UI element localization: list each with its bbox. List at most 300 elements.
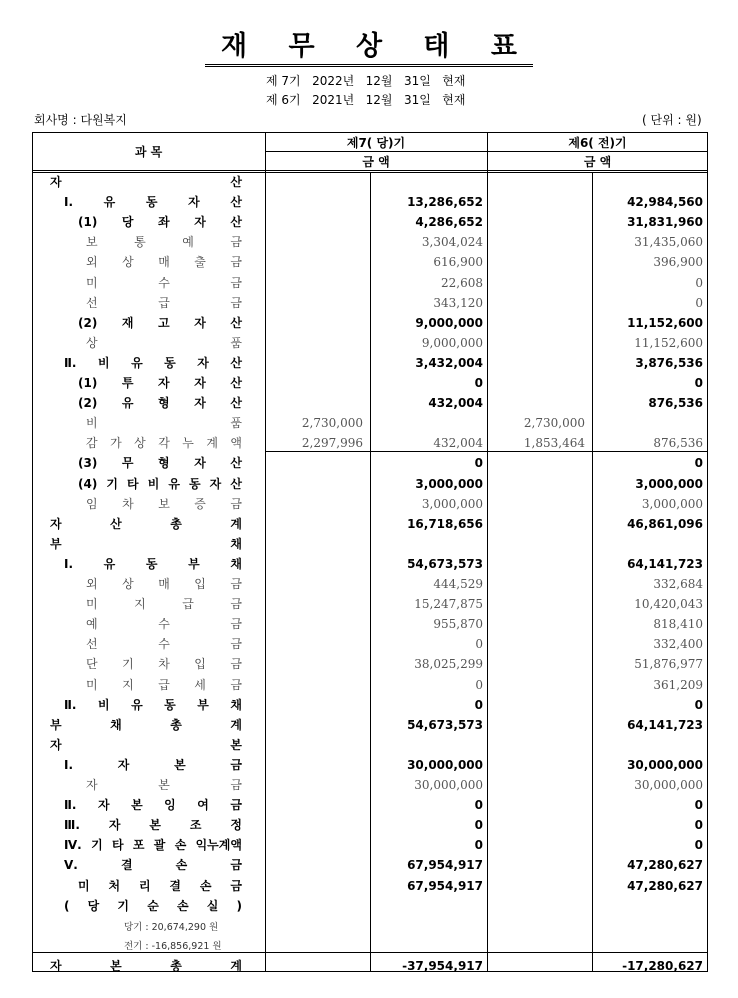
account-label-part: 순 (147, 898, 159, 913)
account-label-part: 자 (158, 376, 170, 390)
account-label-part: 금 (230, 657, 242, 672)
account-label-part: 금 (230, 295, 242, 310)
account-label-part: 본 (131, 798, 143, 813)
account-label-part: 외 (86, 577, 98, 591)
account-label-part: 비 (147, 476, 160, 491)
account-label-part: 산 (230, 476, 242, 491)
account-label (86, 634, 242, 654)
account-label-part: 자 (194, 456, 206, 471)
account-label (64, 192, 242, 212)
account-label (86, 433, 242, 453)
amount-c4: 42,984,560 (627, 195, 703, 210)
account-label-part: 총 (170, 516, 182, 531)
account-label-part: 급 (182, 597, 194, 612)
account-label-part: 당 (121, 215, 134, 230)
account-label-part: 자 (194, 396, 206, 411)
account-label (78, 453, 242, 473)
amount-c4: 0 (695, 275, 703, 290)
account-label-part: 본 (230, 737, 242, 752)
account-label (78, 212, 242, 232)
account-label-part: 손 (176, 898, 189, 913)
amount-c4: 876,536 (653, 436, 703, 451)
amount-c2: 22,608 (441, 275, 483, 290)
account-label (86, 252, 242, 272)
account-label-part: 미 (78, 878, 90, 893)
account-label-part: 리 (138, 878, 151, 893)
account-label-part: 산 (230, 315, 242, 330)
table-row (32, 313, 708, 333)
table-row (32, 594, 708, 614)
account-label-part: 산 (230, 195, 242, 210)
account-label (86, 574, 242, 594)
account-label-part: 기 (122, 657, 134, 672)
current-period-header: 제7( 당)기 (346, 136, 406, 150)
table-row (32, 715, 708, 735)
amount-c4: 31,435,060 (634, 235, 703, 250)
statement-title: 재 무 상 태 표 (0, 24, 738, 63)
account-label (64, 855, 242, 875)
table-row (32, 293, 708, 313)
account-label-part: 산 (230, 215, 242, 230)
amount-c4: 0 (694, 798, 703, 813)
account-label-part: 동 (164, 355, 176, 370)
amount-c4: 0 (694, 838, 703, 853)
amount-c4: 876,536 (648, 396, 703, 411)
amount-c2: 343,120 (433, 295, 483, 310)
account-label-part: 지 (122, 677, 134, 692)
table-row (32, 755, 708, 775)
account-label (86, 333, 242, 353)
account-label-part: 손 (175, 858, 188, 873)
account-label-part: 금 (230, 496, 242, 511)
account-label-part: 당 (87, 898, 100, 913)
company-name: 회사명 : 다원복지 (34, 113, 127, 127)
account-label-part: 금 (230, 275, 242, 290)
account-label-part: 형 (158, 456, 170, 471)
account-label (86, 614, 242, 634)
account-label-part: 익누계액 (195, 838, 242, 853)
amount-c2: 955,870 (433, 617, 483, 632)
account-label-part: 예 (182, 235, 194, 250)
account-label-part: 자 (50, 958, 62, 973)
account-label-part: 금 (230, 617, 242, 632)
account-label-part: 상 (122, 577, 134, 591)
amount-c2: 3,304,024 (421, 235, 483, 250)
account-label-part: 계 (206, 436, 218, 451)
amount-c2: 67,954,917 (407, 858, 483, 873)
account-label (86, 232, 242, 252)
amount-c4: 64,141,723 (627, 556, 703, 571)
account-label-part: 실 (206, 898, 219, 913)
account-label-part: 부 (50, 717, 62, 732)
unit-label: ( 단위 : 원) (642, 113, 702, 127)
amount-c4: 64,141,723 (627, 717, 703, 732)
account-label-part: 기 (117, 898, 130, 913)
account-label (86, 775, 242, 795)
account-label-part: 계 (230, 717, 242, 732)
amount-c2: 0 (474, 697, 483, 712)
amount-c2: 13,286,652 (407, 195, 483, 210)
account-label (50, 172, 242, 192)
amount-c1: 2,730,000 (301, 416, 363, 431)
table-row (32, 614, 708, 634)
table-row (32, 675, 708, 695)
account-label (86, 413, 242, 433)
account-label-part: 자 (97, 798, 110, 813)
amount-c4: 818,410 (653, 617, 703, 632)
amount-c2: 67,954,917 (407, 878, 483, 893)
account-label-part: 통 (134, 235, 146, 250)
amount-c4: 31,831,960 (627, 215, 703, 230)
account-label (50, 715, 242, 735)
table-row (32, 333, 708, 353)
account-label-part: 품 (230, 416, 242, 431)
account-label-part: 잉 (164, 798, 176, 813)
table-row (32, 252, 708, 272)
amount-c2: 54,673,573 (407, 556, 483, 571)
account-label (50, 956, 242, 976)
table-row (32, 353, 708, 373)
account-label-part: 선 (86, 637, 98, 652)
account-label-part: 예 (86, 617, 98, 632)
account-label (78, 373, 242, 393)
account-label (64, 815, 242, 835)
table-row (32, 634, 708, 654)
amount-c2: 444,529 (433, 577, 483, 591)
table-row (32, 775, 708, 795)
account-label-part: 무 (121, 456, 134, 471)
table-row (32, 654, 708, 674)
table-row (32, 835, 708, 855)
table-row (32, 876, 708, 896)
account-header: 과 목 (134, 145, 163, 159)
account-label-part: 자 (117, 757, 130, 772)
account-label-part: 수 (158, 637, 170, 652)
account-label-part: 급 (158, 295, 170, 310)
table-row (32, 855, 708, 875)
account-label (50, 534, 242, 554)
account-label-part: 자 (188, 195, 200, 210)
amount-c2: 9,000,000 (415, 315, 483, 330)
account-label-part: 금 (230, 798, 242, 813)
amount-c4: 332,400 (653, 637, 703, 652)
amount-c2: 15,247,875 (414, 597, 483, 612)
account-label-part: 유 (131, 697, 143, 712)
amount-c2: 432,004 (433, 436, 483, 451)
account-label-part: 타 (127, 476, 139, 491)
amount-c2: 3,000,000 (421, 496, 483, 511)
table-row (32, 554, 708, 574)
account-label-part: 형 (158, 396, 170, 411)
amount-c2: 0 (474, 456, 483, 471)
table-row (32, 474, 708, 494)
account-label-part: 매 (158, 255, 170, 270)
account-label-part: 미 (86, 597, 98, 612)
account-label (78, 474, 242, 494)
account-label-part: 동 (145, 195, 158, 210)
table-row (32, 815, 708, 835)
table-row (32, 232, 708, 252)
account-label-part: 채 (230, 536, 242, 551)
account-label (50, 735, 242, 755)
account-label-part: 자 (108, 818, 121, 833)
account-label-part: 입 (194, 577, 206, 591)
account-label-part: 결 (120, 858, 133, 873)
account-label-part: 출 (194, 255, 206, 270)
account-label (78, 393, 242, 413)
account-label-part: 유 (103, 195, 116, 210)
amount-c4: 30,000,000 (634, 778, 703, 792)
table-row (32, 273, 708, 293)
account-label-part: 금 (230, 677, 242, 692)
account-label-part: 유 (121, 396, 134, 411)
amount-c1: 2,297,996 (301, 436, 363, 451)
account-label (86, 273, 242, 293)
account-label-part: 차 (158, 657, 170, 672)
account-label-part: 금 (230, 577, 242, 591)
account-label-part: 기 (91, 838, 103, 853)
account-label-part: (1) (78, 376, 98, 390)
amount-c2: 3,432,004 (415, 355, 483, 370)
account-label-part: 자 (197, 355, 209, 370)
amount-c2: 0 (474, 798, 483, 813)
account-label (64, 755, 242, 775)
table-row (32, 795, 708, 815)
account-label-part: 고 (158, 315, 170, 330)
amount-c4: 0 (694, 818, 703, 833)
account-label-part: (1) (78, 215, 98, 230)
account-label-part: 좌 (158, 215, 170, 230)
table-row (32, 956, 708, 976)
account-label-part: 누 (182, 436, 194, 451)
account-label-part: 액 (230, 436, 242, 451)
account-label (64, 835, 242, 855)
amount-c4: 332,684 (653, 577, 703, 591)
account-label (78, 876, 242, 896)
account-label-part: 금 (230, 597, 242, 612)
amount-c2: 616,900 (433, 255, 483, 270)
account-label-part: 유 (168, 476, 180, 491)
amount-c2: 54,673,573 (407, 717, 483, 732)
account-label-part: 산 (230, 396, 242, 411)
amount-c4: 11,152,600 (634, 335, 703, 350)
amount-c4: 51,876,977 (634, 657, 703, 672)
account-label-part: 부 (197, 697, 209, 712)
account-label-part: (4) (78, 476, 98, 491)
amount-c4: -17,280,627 (622, 958, 703, 973)
account-label-part: Ⅳ. (64, 838, 82, 853)
account-label-part: 산 (230, 376, 242, 390)
account-label-part: 괄 (153, 838, 166, 853)
account-label-part: 본 (149, 818, 161, 833)
table-row (32, 534, 708, 554)
amount-c2: -37,954,917 (402, 958, 483, 973)
amount-c4: 30,000,000 (627, 757, 703, 772)
table-row (32, 514, 708, 534)
account-label-part: 부 (188, 556, 200, 571)
account-label-part: 정 (230, 818, 242, 833)
account-label-part: 포 (132, 838, 145, 853)
account-label-part: 매 (158, 577, 170, 591)
account-label (86, 293, 242, 313)
account-label-part: 채 (230, 556, 242, 571)
account-label-part: 계 (230, 516, 242, 531)
account-label-part: 품 (230, 335, 242, 350)
account-label-part: 각 (158, 436, 170, 451)
table-row (32, 393, 708, 413)
amount-c4: 0 (695, 295, 703, 310)
amount-c4: 396,900 (653, 255, 703, 270)
account-label-part: 수 (158, 275, 170, 290)
table-row (32, 695, 708, 715)
account-label-part: (3) (78, 456, 98, 471)
amount-c2: 9,000,000 (421, 335, 483, 350)
account-label-part: 자 (86, 778, 98, 792)
account-label-part: 보 (158, 496, 170, 511)
header-bottom-rule (32, 170, 708, 171)
amount-c2: 3,000,000 (415, 476, 483, 491)
prior-amount-header: 금 액 (583, 155, 612, 169)
account-label-part: 세 (194, 677, 206, 692)
amount-c2: 4,286,652 (415, 215, 483, 230)
account-label-part: 산 (230, 175, 242, 189)
account-label-part: 금 (230, 757, 242, 772)
account-label-part: 채 (110, 717, 122, 732)
account-label-part: 감 (86, 436, 98, 451)
account-label (78, 313, 242, 333)
account-label-part: 유 (103, 556, 116, 571)
period-prior: 제 6기 2021년 12월 31일 현재 (266, 93, 466, 107)
account-label-part: 재 (121, 315, 134, 330)
account-label-part: 차 (122, 496, 134, 511)
account-label-part: 보 (86, 235, 98, 250)
account-label-part: Ⅰ. (64, 556, 74, 571)
account-label-part: ) (236, 898, 242, 913)
account-label (64, 896, 242, 916)
account-label-part: 금 (230, 255, 242, 270)
account-label-part: 자 (50, 516, 62, 531)
account-label-part: 총 (170, 958, 182, 973)
amount-c2: 16,718,656 (407, 516, 483, 531)
net-loss-current-note: 당기 : 20,674,290 원 (124, 922, 219, 933)
net-loss-prior-note: 전기 : -16,856,921 원 (124, 941, 222, 952)
account-label-part: Ⅲ. (64, 818, 80, 833)
amount-c4: 361,209 (653, 677, 703, 692)
account-label-part: 입 (194, 657, 206, 672)
account-label-part: 총 (170, 717, 182, 732)
account-label (86, 594, 242, 614)
account-label-part: 손 (199, 878, 212, 893)
account-label-part: Ⅱ. (64, 798, 77, 813)
account-label-part: 선 (86, 295, 98, 310)
account-label-part: 결 (169, 878, 181, 893)
amount-c4: 3,000,000 (641, 496, 703, 511)
account-label-part: 자 (209, 476, 222, 491)
account-label (64, 695, 242, 715)
account-label-part: 동 (164, 697, 176, 712)
account-label-part: 자 (50, 175, 62, 189)
account-label-part: Ⅰ. (64, 757, 74, 772)
account-label-part: 계 (230, 958, 242, 973)
account-label-part: 임 (86, 496, 98, 511)
amount-c2: 0 (475, 677, 483, 692)
account-label-part: 부 (50, 536, 62, 551)
account-label-part: 금 (230, 235, 242, 250)
table-row (32, 896, 708, 916)
amount-c4: 0 (694, 456, 703, 471)
account-label-part: 상 (134, 436, 146, 451)
table-row (32, 192, 708, 212)
amount-c2: 432,004 (428, 396, 483, 411)
account-label-part: 비 (97, 355, 110, 370)
account-label-part: ( (64, 898, 70, 913)
account-label-part: 산 (230, 355, 242, 370)
amount-c2: 38,025,299 (414, 657, 483, 672)
account-label-part: 처 (108, 878, 121, 893)
account-label-part: 금 (230, 637, 242, 652)
amount-c2: 30,000,000 (407, 757, 483, 772)
account-label-part: 상 (122, 255, 134, 270)
amount-c2: 0 (474, 838, 483, 853)
table-row (32, 212, 708, 232)
account-label (86, 494, 242, 514)
prior-period-header: 제6( 전)기 (568, 136, 627, 150)
account-label-part: 동 (189, 476, 201, 491)
account-label-part: 타 (111, 838, 124, 853)
amount-c3: 1,853,464 (523, 436, 585, 451)
account-label (64, 795, 242, 815)
table-row (32, 453, 708, 473)
amount-c2: 0 (474, 818, 483, 833)
account-label-part: 수 (158, 617, 170, 632)
account-label (50, 514, 242, 534)
account-label-part: 여 (197, 798, 209, 813)
account-label-part: 금 (230, 858, 242, 873)
period-current: 제 7기 2022년 12월 31일 현재 (266, 74, 466, 88)
account-label-part: 동 (145, 556, 158, 571)
account-label-part: 급 (158, 677, 170, 692)
account-label-part: 본 (158, 778, 170, 792)
table-row (32, 494, 708, 514)
amount-c4: 46,861,096 (627, 516, 703, 531)
account-label-part: Ⅴ. (64, 858, 78, 873)
account-label-part: 본 (110, 958, 122, 973)
account-label-part: 자 (194, 315, 206, 330)
amount-c4: 11,152,600 (627, 315, 703, 330)
account-label-part: (2) (78, 315, 98, 330)
amount-c3: 2,730,000 (523, 416, 585, 431)
account-label-part: 비 (86, 416, 98, 431)
amount-c4: 3,876,536 (635, 355, 703, 370)
amount-c2: 30,000,000 (414, 778, 483, 792)
account-label-part: 단 (86, 657, 98, 672)
account-label-part: Ⅱ. (64, 697, 77, 712)
account-label (86, 654, 242, 674)
amount-c4: 10,420,043 (634, 597, 703, 612)
account-label-part: 자 (194, 215, 206, 230)
account-label-part: 금 (230, 878, 242, 893)
account-label-part: 자 (50, 737, 62, 752)
account-label-part: 조 (189, 818, 202, 833)
account-label-part: 유 (131, 355, 143, 370)
account-label-part: 미 (86, 275, 98, 290)
account-label-part: 기 (106, 476, 118, 491)
amount-c4: 0 (694, 697, 703, 712)
table-row (32, 413, 708, 433)
account-label-part: 손 (174, 838, 187, 853)
table-row (32, 735, 708, 755)
account-label-part: 본 (174, 757, 186, 772)
